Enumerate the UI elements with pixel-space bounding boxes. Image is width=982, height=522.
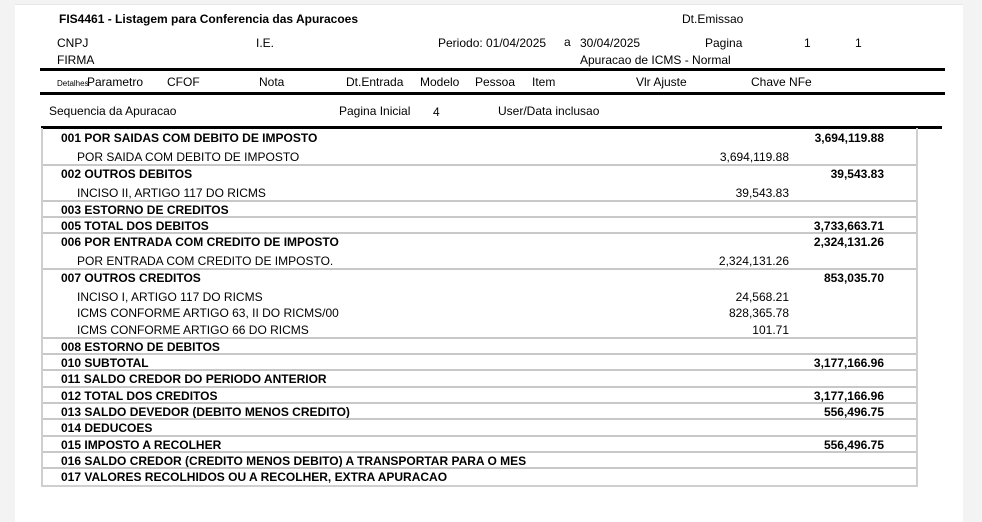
- periodo-separator: a: [564, 35, 571, 49]
- periodo-label: Periodo:: [438, 36, 483, 50]
- row-total: 556,496.75: [823, 405, 884, 419]
- user-data-label: User/Data inclusao: [498, 104, 600, 118]
- cnpj-label: CNPJ: [57, 36, 89, 50]
- columns-divider: [40, 92, 945, 95]
- pagina-inicial-label: Pagina Inicial: [339, 104, 411, 118]
- firma-label: FIRMA: [57, 53, 95, 67]
- col-vlr-ajuste: Vlr Ajuste: [636, 75, 687, 89]
- col-nota: Nota: [259, 75, 285, 89]
- ie-label: I.E.: [256, 36, 275, 50]
- table-row: 003 ESTORNO DE CREDITOS: [43, 200, 916, 202]
- table-row: 011 SALDO CREDOR DO PERIODO ANTERIOR: [43, 369, 916, 371]
- col-dt-entrada: Dt.Entrada: [346, 75, 404, 89]
- periodo-inicio: 01/04/2025: [486, 36, 547, 50]
- table-row: 012 TOTAL DOS CREDITOS 3,177,166.96: [43, 386, 916, 388]
- periodo-fim: 30/04/2025: [580, 36, 641, 50]
- table-row: 013 SALDO DEVEDOR (DEBITO MENOS CREDITO) 556,496.75: [43, 402, 916, 404]
- pagina-label: Pagina: [705, 36, 743, 50]
- col-parametro: Parametro: [87, 75, 144, 89]
- table-row: 010 SUBTOTAL 3,177,166.96: [43, 353, 916, 355]
- dt-emissao-label: Dt.Emissao: [682, 12, 744, 26]
- table-row: 014 DEDUCOES: [43, 418, 916, 420]
- header-divider: [40, 68, 945, 71]
- col-pessoa: Pessoa: [475, 75, 516, 89]
- table-row: 015 IMPOSTO A RECOLHER 556,496.75: [43, 435, 916, 437]
- pagina-inicial-value: 4: [433, 105, 440, 119]
- row-total: 556,496.75: [823, 438, 884, 452]
- detail-value: 2,324,131.26: [718, 254, 789, 268]
- col-chave-nfe: Chave NFe: [751, 75, 812, 89]
- detail-value: 24,568.21: [735, 290, 789, 304]
- table-row: 016 SALDO CREDOR (CREDITO MENOS DEBITO) A TRANSPORTAR PARA O MES: [43, 451, 916, 453]
- detail-value: 101.71: [752, 323, 789, 337]
- apuracao-tipo: Apuracao de ICMS - Normal: [580, 53, 731, 67]
- table-row: 005 TOTAL DOS DEBITOS 3,733,663.71: [43, 216, 916, 218]
- sequencia-label: Sequencia da Apuracao: [49, 104, 177, 118]
- col-cfop: CFOF: [167, 75, 200, 89]
- report-title: FIS4461 - Listagem para Conferencia das Apuracoes: [59, 12, 358, 26]
- pagina-total: 1: [855, 36, 862, 50]
- detail-value: 39,543.83: [735, 186, 789, 200]
- table-row: 007 OUTROS CREDITOS 853,035.70: [43, 268, 916, 270]
- row-total: 3,177,166.96: [813, 389, 884, 403]
- detail-value: 828,365.78: [728, 306, 789, 320]
- table-row: 008 ESTORNO DE DEBITOS: [43, 337, 916, 339]
- row-total: 3,177,166.96: [813, 356, 884, 370]
- row-total: 3,733,663.71: [813, 219, 884, 233]
- row-total: 853,035.70: [823, 271, 884, 285]
- row-total: 2,324,131.26: [813, 235, 884, 249]
- row-total: 3,694,119.88: [814, 131, 884, 145]
- table-row: 002 OUTROS DEBITOS 39,543.83: [43, 164, 916, 166]
- col-item: Item: [532, 75, 556, 89]
- table-row: 017 VALORES RECOLHIDOS OU A RECOLHER, EXTRA APURACAO: [43, 467, 916, 469]
- detail-value: 3,694,119.88: [719, 150, 789, 164]
- col-detalhes: Detalhes: [57, 79, 89, 88]
- table-row: 006 POR ENTRADA COM CREDITO DE IMPOSTO 2,324,131.26: [43, 232, 916, 234]
- pagina-number: 1: [804, 36, 811, 50]
- row-total: 39,543.83: [830, 167, 884, 181]
- apuracao-table: 001 POR SAIDAS COM DEBITO DE IMPOSTO 3,694,119.88 POR SAIDA COM DEBITO DE IMPOSTO 3,694,119.88 002 OUTROS DEBITOS 39,543.83 INCISO II, ARTIGO 117 DO RICMS 39,543.83 003 ESTORNO DE CREDITOS 005 TOTAL DOS DEBITOS 3,733,663.71 006 POR ENTRADA COM CREDITO DE IMPOSTO 2,324,131.26 POR ENTRADA COM CREDITO DE IMPOSTO. 2,324,131.26 007 OUTROS CREDITOS 853,035.70 INCISO I, ARTIGO 117 DO RICMS 24,568.21 ICMS CONFORME ARTIGO 63, II DO RICMS/00 828,365.78 ICMS CONFORME ARTIGO 66 DO RICMS 101.71 008 ESTORNO DE DEBITOS 010 SUBTOTAL 3,177,166.96 011 SALDO CREDOR DO PERIODO ANTERIOR 012 TOTAL DOS CREDITOS 3,177,166.96 013 SALDO DEVEDOR (DEBITO MENOS CREDITO) 556,496.75 014 DEDUCOES 015 IMPOSTO A RECOLHER 556,496.75 016 SALDO CREDOR (CREDITO MENOS DEBITO) A TRANSPORTAR PARA O MES 017 VALORES RECOLHIDOS OU A RECOLHER, EXTRA APURACAO: [41, 128, 918, 487]
- col-modelo: Modelo: [420, 75, 460, 89]
